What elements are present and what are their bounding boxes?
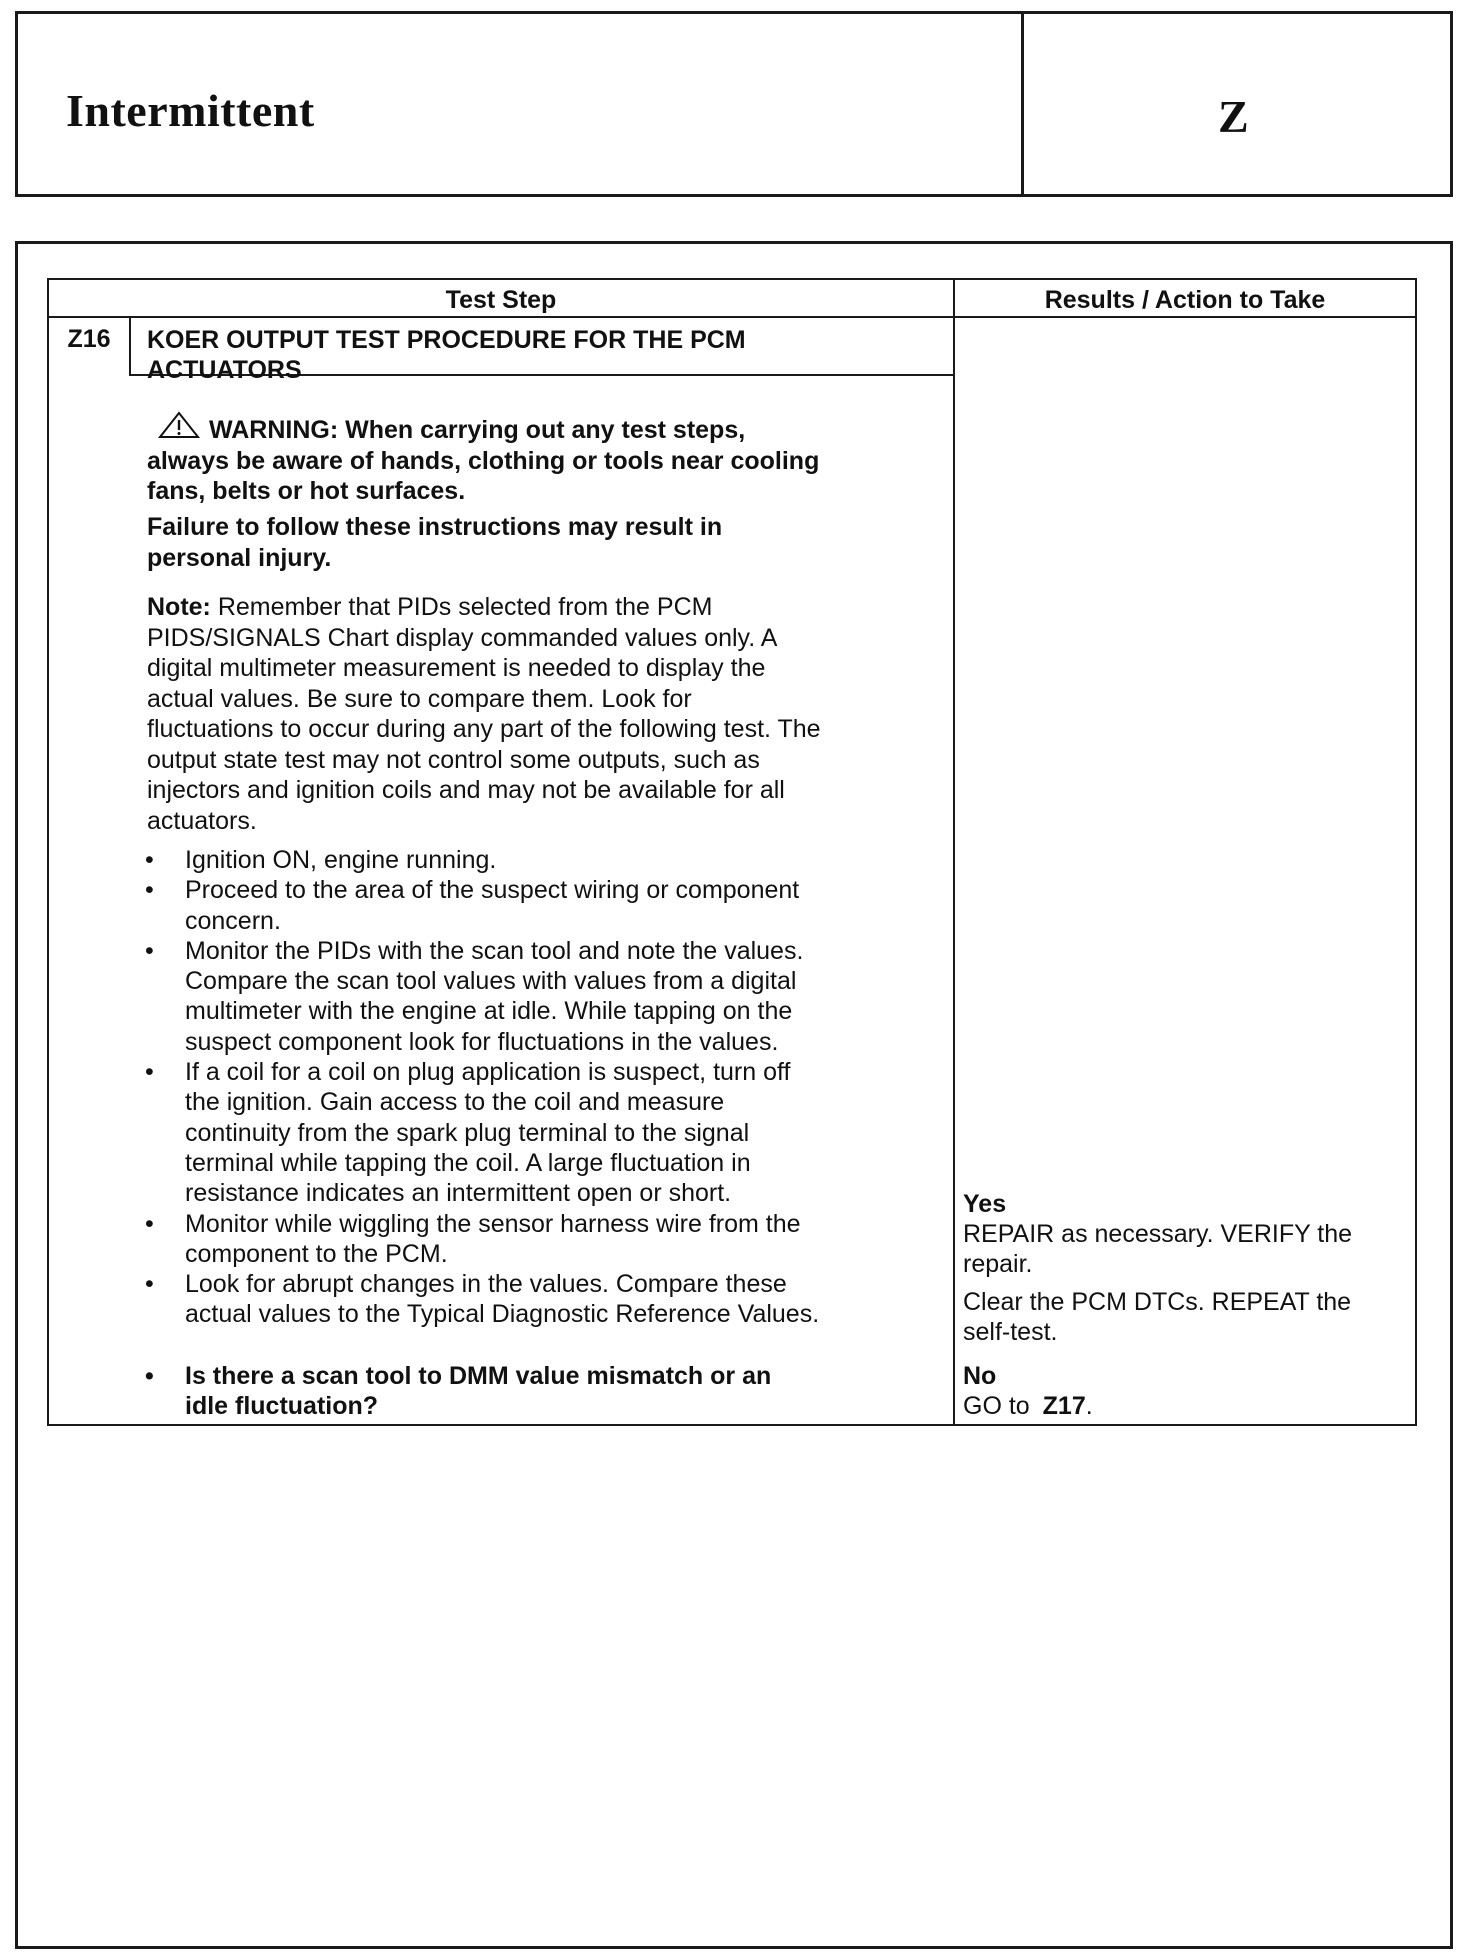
note-text: actuators. [147,806,257,835]
note-text: digital multimeter measurement is needed to display the [147,654,766,682]
step-title-line: ACTUATORS [147,356,302,384]
bullet-icon: • [145,1058,154,1087]
test-question [141,1361,1001,1421]
list-item [141,1269,1001,1330]
column-header-results: Results / Action to Take [1044,286,1326,314]
header-divider [1021,14,1024,194]
failure-text: personal injury. [147,543,332,572]
procedure-text: multimeter with the engine at idle. While tapping on the [185,997,793,1026]
procedure-text: component to the PCM. [185,1239,448,1268]
procedure-text: actual values to the Typical Diagnostic Reference Values. [185,1300,820,1329]
note-text: actual values. Be sure to compare them. Look for [147,684,692,713]
procedure-text: Compare the scan tool values with values from a digital [185,967,797,996]
result-text: REPAIR as necessary. VERIFY the [963,1220,1353,1248]
procedure-text: resistance indicates an intermittent open or short. [185,1179,732,1208]
procedure-text: If a coil for a coil on plug application is suspect, turn off [185,1058,791,1087]
list-item [141,875,1001,936]
step-title [147,325,887,385]
goto-prefix: GO to [963,1392,1037,1420]
procedure-text: Proceed to the area of the suspect wiring or component [185,876,800,905]
procedure-text: suspect component look for fluctuations in the values. [185,1027,779,1056]
note-text: PIDS/SIGNALS Chart display commanded values only. A [147,623,778,652]
bullet-icon: • [145,1362,154,1390]
bullet-icon: • [145,846,154,874]
page-title: Intermittent [66,85,315,136]
failure-caution [147,512,977,573]
note-text: injectors and ignition coils and may not be available for all [147,776,785,804]
result-text: repair. [963,1250,1033,1278]
procedure-text: continuity from the spark plug terminal to the signal [185,1118,750,1147]
procedure-text: terminal while tapping the coil. A large fluctuation in [185,1148,751,1177]
result-text: Clear the PCM DTCs. REPEAT the [963,1288,1352,1316]
question-text: Is there a scan tool to DMM value mismatch or an [185,1362,772,1390]
step-id: Z16 [67,325,111,353]
procedure-text: Monitor the PIDs with the scan tool and note the values. [185,936,804,965]
result-no [963,1361,1413,1421]
bullet-icon: • [145,876,154,905]
warning-text: WARNING: When carrying out any test steps, [209,416,746,444]
procedure-steps [141,845,1001,1330]
list-item [141,1057,1001,1208]
question-text: idle fluctuation? [185,1392,379,1420]
header-row-divider [49,316,1415,318]
result-yes [963,1189,1413,1347]
goto-suffix: . [1085,1392,1093,1420]
warning-triangle-icon [157,410,201,440]
result-yes-label: Yes [963,1190,1007,1218]
failure-text: Failure to follow these instructions may result in [147,513,723,541]
list-item [141,845,1001,875]
column-header-test-step: Test Step [445,286,557,314]
test-step-table [47,278,1417,1426]
warning-text: fans, belts or hot surfaces. [147,477,466,505]
goto-step-link[interactable]: Z17 [1042,1392,1086,1420]
step-title-line: KOER OUTPUT TEST PROCEDURE FOR THE PCM [147,326,746,354]
note-block [147,592,977,836]
list-item [141,1209,1001,1270]
note-text: output state test may not control some outputs, such as [147,745,760,774]
note-label: Note: [147,593,211,621]
warning-text: always be aware of hands, clothing or tools near cooling [147,446,820,475]
warning-block [147,410,977,507]
step-id-column-divider [129,316,131,374]
procedure-text: concern. [185,906,281,935]
section-code: Z [1218,91,1249,142]
note-text: Remember that PIDs selected from the PCM [210,593,713,621]
page-header [15,11,1453,197]
bullet-icon: • [145,1270,154,1299]
result-text: self-test. [963,1318,1058,1346]
procedure-text: Look for abrupt changes in the values. Compare these [185,1270,787,1299]
procedure-text: Ignition ON, engine running. [185,846,497,874]
bullet-icon: • [145,1209,154,1238]
note-text: fluctuations to occur during any part of the following test. The [147,715,821,743]
procedure-text: Monitor while wiggling the sensor harness wire from the [185,1209,801,1238]
bullet-icon: • [145,936,154,965]
result-no-label: No [963,1362,997,1390]
list-item [141,936,1001,1057]
procedure-text: the ignition. Gain access to the coil and measure [185,1088,725,1117]
